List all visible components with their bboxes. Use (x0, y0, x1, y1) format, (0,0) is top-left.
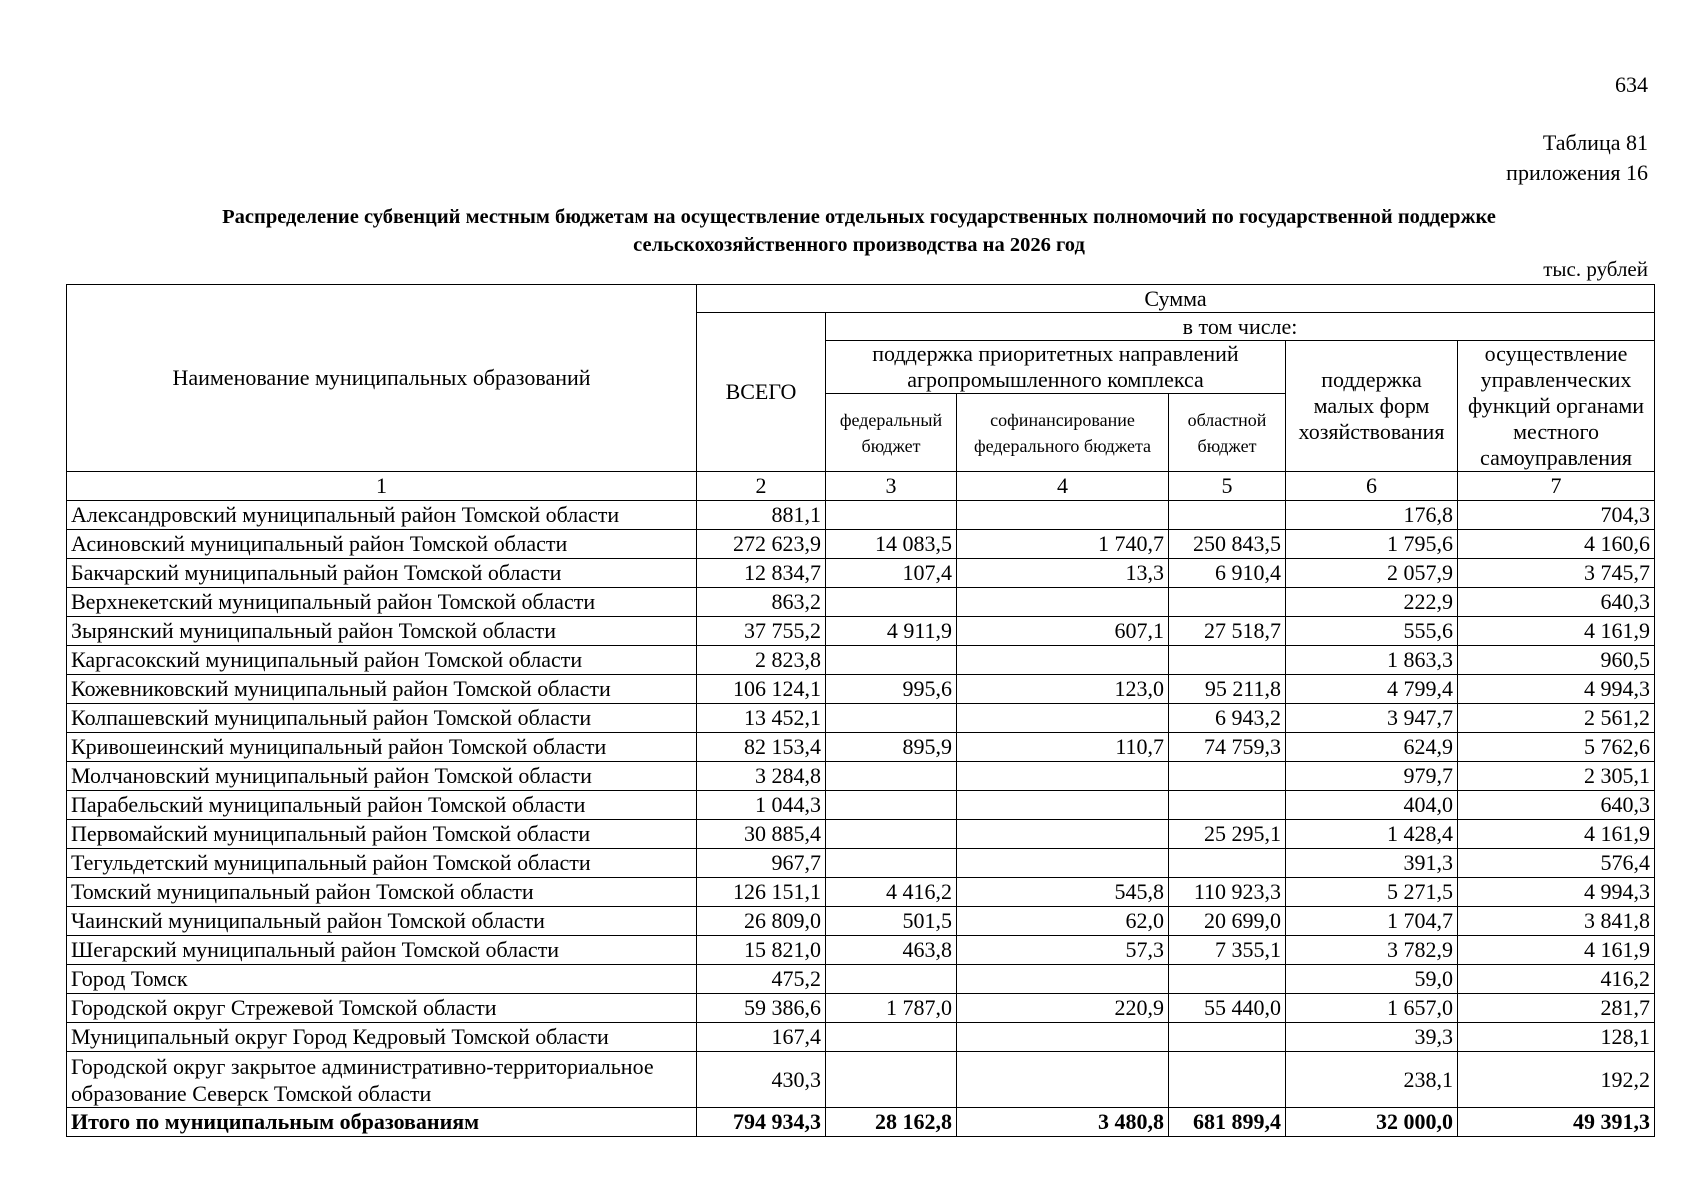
small-forms-cell: 1 795,6 (1286, 530, 1458, 559)
regional-cell: 7 355,1 (1169, 936, 1286, 965)
table-row (67, 791, 1655, 820)
federal-cell: 995,6 (826, 675, 957, 704)
total-cell: 167,4 (697, 1023, 826, 1052)
cofinancing-cell: 13,3 (957, 559, 1169, 588)
municipality-name: Александровский муниципальный район Томской области (67, 501, 697, 530)
title-line-2: сельскохозяйственного производства на 2026 год (633, 234, 1085, 256)
small-forms-cell: 4 799,4 (1286, 675, 1458, 704)
table-number: Таблица 81 (1542, 130, 1648, 155)
header-name: Наименование муниципальных образований (67, 285, 697, 472)
municipality-name: Парабельский муниципальный район Томской области (67, 791, 697, 820)
document-title (66, 203, 1652, 259)
municipality-name: Городской округ Стрежевой Томской области (67, 994, 697, 1023)
management-cell: 3 745,7 (1458, 559, 1655, 588)
small-forms-cell: 979,7 (1286, 762, 1458, 791)
appendix-number: приложения 16 (1506, 160, 1648, 185)
cofinancing-cell (957, 704, 1169, 733)
cofinancing-cell: 545,8 (957, 878, 1169, 907)
management-cell: 4 994,3 (1458, 878, 1655, 907)
header-priority: поддержка приоритетных направлений агропромышленного комплекса (826, 341, 1286, 394)
regional-cell: 681 899,4 (1169, 1108, 1286, 1137)
total-cell: 15 821,0 (697, 936, 826, 965)
regional-cell: 20 699,0 (1169, 907, 1286, 936)
total-cell: 881,1 (697, 501, 826, 530)
column-number: 7 (1458, 472, 1655, 501)
cofinancing-cell (957, 501, 1169, 530)
header-sum: Сумма (697, 285, 1655, 313)
table-row (67, 907, 1655, 936)
federal-cell (826, 1052, 957, 1108)
table-row (67, 820, 1655, 849)
regional-cell (1169, 849, 1286, 878)
total-cell: 30 885,4 (697, 820, 826, 849)
table-reference (1506, 128, 1648, 188)
regional-cell: 25 295,1 (1169, 820, 1286, 849)
table-row (67, 965, 1655, 994)
cofinancing-cell (957, 588, 1169, 617)
federal-cell (826, 965, 957, 994)
regional-cell (1169, 588, 1286, 617)
federal-cell (826, 762, 957, 791)
header-regional: областной бюджет (1169, 394, 1286, 472)
header-small-forms: поддержка малых форм хозяйствования (1286, 341, 1458, 472)
small-forms-cell: 3 947,7 (1286, 704, 1458, 733)
total-cell: 1 044,3 (697, 791, 826, 820)
cofinancing-cell: 1 740,7 (957, 530, 1169, 559)
regional-cell (1169, 501, 1286, 530)
federal-cell: 4 911,9 (826, 617, 957, 646)
total-cell: 126 151,1 (697, 878, 826, 907)
management-cell: 4 161,9 (1458, 820, 1655, 849)
management-cell: 3 841,8 (1458, 907, 1655, 936)
regional-cell: 27 518,7 (1169, 617, 1286, 646)
table-row (67, 733, 1655, 762)
cofinancing-cell (957, 849, 1169, 878)
federal-cell (826, 791, 957, 820)
column-number: 3 (826, 472, 957, 501)
federal-cell: 14 083,5 (826, 530, 957, 559)
municipality-name: Кожевниковский муниципальный район Томской области (67, 675, 697, 704)
regional-cell (1169, 762, 1286, 791)
regional-cell: 74 759,3 (1169, 733, 1286, 762)
table-row (67, 1052, 1655, 1108)
management-cell: 960,5 (1458, 646, 1655, 675)
federal-cell (826, 588, 957, 617)
municipality-name: Зырянский муниципальный район Томской области (67, 617, 697, 646)
management-cell: 4 161,9 (1458, 936, 1655, 965)
regional-cell (1169, 965, 1286, 994)
column-number: 4 (957, 472, 1169, 501)
management-cell: 4 160,6 (1458, 530, 1655, 559)
federal-cell (826, 820, 957, 849)
federal-cell (826, 646, 957, 675)
cofinancing-cell: 110,7 (957, 733, 1169, 762)
regional-cell: 6 910,4 (1169, 559, 1286, 588)
cofinancing-cell (957, 965, 1169, 994)
small-forms-cell: 391,3 (1286, 849, 1458, 878)
total-cell: 13 452,1 (697, 704, 826, 733)
management-cell: 576,4 (1458, 849, 1655, 878)
management-cell: 4 161,9 (1458, 617, 1655, 646)
municipality-name: Чаинский муниципальный район Томской области (67, 907, 697, 936)
small-forms-cell: 176,8 (1286, 501, 1458, 530)
total-cell: 37 755,2 (697, 617, 826, 646)
subvention-table (66, 284, 1655, 1137)
total-cell: 2 823,8 (697, 646, 826, 675)
municipality-name: Верхнекетский муниципальный район Томской области (67, 588, 697, 617)
federal-cell (826, 1023, 957, 1052)
table-row (67, 704, 1655, 733)
small-forms-cell: 1 657,0 (1286, 994, 1458, 1023)
federal-cell: 463,8 (826, 936, 957, 965)
management-cell: 5 762,6 (1458, 733, 1655, 762)
regional-cell: 6 943,2 (1169, 704, 1286, 733)
management-cell: 2 561,2 (1458, 704, 1655, 733)
page-number: 634 (1615, 72, 1648, 97)
total-cell: 475,2 (697, 965, 826, 994)
column-number: 6 (1286, 472, 1458, 501)
cofinancing-cell (957, 762, 1169, 791)
management-cell: 49 391,3 (1458, 1108, 1655, 1137)
table-header (67, 285, 1655, 501)
municipality-name: Город Томск (67, 965, 697, 994)
municipality-name: Тегульдетский муниципальный район Томской области (67, 849, 697, 878)
header-including: в том числе: (826, 313, 1655, 341)
total-cell: 59 386,6 (697, 994, 826, 1023)
column-number: 5 (1169, 472, 1286, 501)
federal-cell (826, 849, 957, 878)
small-forms-cell: 2 057,9 (1286, 559, 1458, 588)
municipality-name: Муниципальный округ Город Кедровый Томской области (67, 1023, 697, 1052)
total-cell: 12 834,7 (697, 559, 826, 588)
federal-cell: 28 162,8 (826, 1108, 957, 1137)
regional-cell (1169, 791, 1286, 820)
total-cell: 26 809,0 (697, 907, 826, 936)
total-cell: 3 284,8 (697, 762, 826, 791)
management-cell: 4 994,3 (1458, 675, 1655, 704)
table-body (67, 501, 1655, 1137)
management-cell: 416,2 (1458, 965, 1655, 994)
column-numbers-row (67, 472, 1655, 501)
municipality-name: Бакчарский муниципальный район Томской области (67, 559, 697, 588)
table-row (67, 530, 1655, 559)
column-number: 2 (697, 472, 826, 501)
municipality-name: Асиновский муниципальный район Томской области (67, 530, 697, 559)
column-number: 1 (67, 472, 697, 501)
table-row (67, 936, 1655, 965)
federal-cell: 107,4 (826, 559, 957, 588)
table-row (67, 994, 1655, 1023)
table-row (67, 878, 1655, 907)
cofinancing-cell: 123,0 (957, 675, 1169, 704)
total-cell: 967,7 (697, 849, 826, 878)
federal-cell (826, 704, 957, 733)
table-row (67, 675, 1655, 704)
total-cell: 272 623,9 (697, 530, 826, 559)
table-row (67, 559, 1655, 588)
municipality-name: Каргасокский муниципальный район Томской области (67, 646, 697, 675)
federal-cell (826, 501, 957, 530)
regional-cell: 110 923,3 (1169, 878, 1286, 907)
total-row (67, 1108, 1655, 1137)
municipality-name: Кривошеинский муниципальный район Томской области (67, 733, 697, 762)
management-cell: 192,2 (1458, 1052, 1655, 1108)
management-cell: 2 305,1 (1458, 762, 1655, 791)
municipality-name: Итого по муниципальным образованиям (67, 1108, 697, 1137)
units-label: тыс. рублей (1543, 257, 1648, 281)
cofinancing-cell: 607,1 (957, 617, 1169, 646)
municipality-name: Колпашевский муниципальный район Томской области (67, 704, 697, 733)
cofinancing-cell (957, 1023, 1169, 1052)
small-forms-cell: 1 428,4 (1286, 820, 1458, 849)
cofinancing-cell (957, 646, 1169, 675)
small-forms-cell: 1 704,7 (1286, 907, 1458, 936)
small-forms-cell: 555,6 (1286, 617, 1458, 646)
regional-cell: 95 211,8 (1169, 675, 1286, 704)
table-row (67, 646, 1655, 675)
management-cell: 281,7 (1458, 994, 1655, 1023)
title-line-1: Распределение субвенций местным бюджетам на осуществление отдельных государственных полномочий по государственной поддержке (222, 206, 1496, 228)
total-cell: 82 153,4 (697, 733, 826, 762)
small-forms-cell: 5 271,5 (1286, 878, 1458, 907)
municipality-name: Томский муниципальный район Томской области (67, 878, 697, 907)
small-forms-cell: 404,0 (1286, 791, 1458, 820)
total-cell: 863,2 (697, 588, 826, 617)
table-row (67, 617, 1655, 646)
management-cell: 704,3 (1458, 501, 1655, 530)
management-cell: 640,3 (1458, 588, 1655, 617)
total-cell: 794 934,3 (697, 1108, 826, 1137)
municipality-name: Городской округ закрытое административно-территориальное образование Северск Томской области (67, 1052, 697, 1108)
municipality-name: Шегарский муниципальный район Томской области (67, 936, 697, 965)
management-cell: 640,3 (1458, 791, 1655, 820)
table-row (67, 1023, 1655, 1052)
header-management: осуществление управленческих функций органами местного самоуправления (1458, 341, 1655, 472)
cofinancing-cell: 57,3 (957, 936, 1169, 965)
cofinancing-cell: 220,9 (957, 994, 1169, 1023)
header-total: ВСЕГО (697, 313, 826, 472)
small-forms-cell: 3 782,9 (1286, 936, 1458, 965)
cofinancing-cell: 3 480,8 (957, 1108, 1169, 1137)
small-forms-cell: 59,0 (1286, 965, 1458, 994)
table-row (67, 849, 1655, 878)
federal-cell: 4 416,2 (826, 878, 957, 907)
management-cell: 128,1 (1458, 1023, 1655, 1052)
small-forms-cell: 39,3 (1286, 1023, 1458, 1052)
total-cell: 106 124,1 (697, 675, 826, 704)
municipality-name: Первомайский муниципальный район Томской области (67, 820, 697, 849)
header-cofinancing: софинансирование федерального бюджета (957, 394, 1169, 472)
regional-cell (1169, 1052, 1286, 1108)
small-forms-cell: 238,1 (1286, 1052, 1458, 1108)
total-cell: 430,3 (697, 1052, 826, 1108)
header-federal: федеральный бюджет (826, 394, 957, 472)
small-forms-cell: 32 000,0 (1286, 1108, 1458, 1137)
cofinancing-cell (957, 1052, 1169, 1108)
federal-cell: 501,5 (826, 907, 957, 936)
cofinancing-cell: 62,0 (957, 907, 1169, 936)
regional-cell: 55 440,0 (1169, 994, 1286, 1023)
regional-cell (1169, 1023, 1286, 1052)
table-row (67, 588, 1655, 617)
regional-cell (1169, 646, 1286, 675)
municipality-name: Молчановский муниципальный район Томской области (67, 762, 697, 791)
small-forms-cell: 1 863,3 (1286, 646, 1458, 675)
federal-cell: 1 787,0 (826, 994, 957, 1023)
small-forms-cell: 624,9 (1286, 733, 1458, 762)
federal-cell: 895,9 (826, 733, 957, 762)
regional-cell: 250 843,5 (1169, 530, 1286, 559)
table-row (67, 762, 1655, 791)
cofinancing-cell (957, 820, 1169, 849)
small-forms-cell: 222,9 (1286, 588, 1458, 617)
cofinancing-cell (957, 791, 1169, 820)
table-row (67, 501, 1655, 530)
